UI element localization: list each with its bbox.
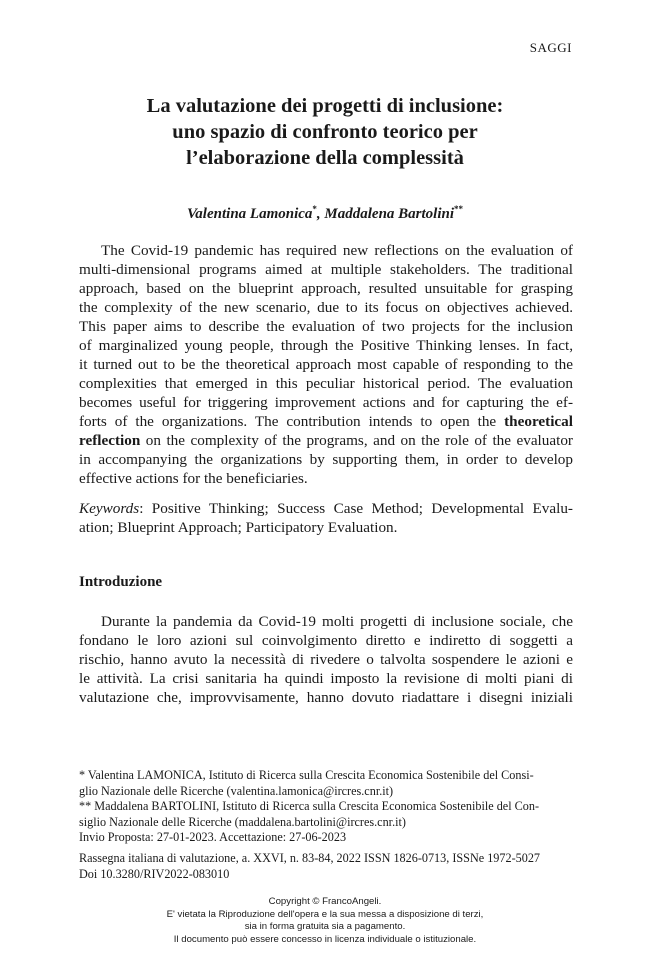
- title-line: uno spazio di confronto teorico per: [172, 121, 478, 143]
- copyright-notice: [0, 896, 650, 946]
- keywords-label: Keywords: [79, 500, 140, 517]
- footnote-line: siglio Nazionale delle Ricerche (maddalena.bartolini@ircres.cnr.it): [79, 814, 406, 829]
- footnotes: [79, 768, 579, 846]
- footnote-line: Invio Proposta: 27-01-2023. Accettazione: 27-06-2023: [79, 830, 347, 844]
- copyright-line: Il documento può essere concesso in licenza individuale o istituzionale.: [173, 933, 477, 945]
- abstract-line: This paper aims to describe the evaluation of two projects for the inclusion: [79, 318, 573, 335]
- title-line: l’elaborazione della complessità: [186, 147, 464, 169]
- journal-citation: Rassegna italiana di valutazione, a. XXVI, n. 83-84, 2022 ISSN 1826-0713, ISSNe 1972-5027: [79, 851, 541, 865]
- body-line: fondano le loro azioni sul coinvolgimento diretto e indiretto di soggetti a: [79, 632, 573, 649]
- keywords-line: [79, 499, 573, 518]
- copyright-line: E' vietata la Riproduzione dell'opera e la sua messa a disposizione di terzi,: [166, 908, 484, 920]
- doi: Doi 10.3280/RIV2022-083010: [79, 866, 230, 881]
- body-line: Durante la pandemia da Covid-19 molti progetti di inclusione sociale, che: [101, 613, 573, 630]
- abstract: [79, 241, 573, 488]
- footnote-mark: *: [312, 204, 317, 214]
- footnote-line: glio Nazionale delle Ricerche (valentina.lamonica@ircres.cnr.it): [79, 783, 394, 798]
- author-name: Valentina Lamonica: [186, 206, 313, 222]
- abstract-line: effective actions for the beneficiaries.: [79, 470, 308, 487]
- emphasis-text: reflection: [79, 432, 141, 449]
- abstract-line: [79, 431, 573, 450]
- keywords-line: ation; Blueprint Approach; Participatory Evaluation.: [79, 519, 398, 536]
- article-title: [0, 93, 650, 171]
- copyright-line: Copyright © FrancoAngeli.: [268, 896, 382, 907]
- body-line: valutazione che, improvvisamente, hanno dovuto riadattare i disegni iniziali: [79, 689, 573, 706]
- footnote-line: * Valentina LAMONICA, Istituto di Ricerca sulla Crescita Economica Sostenibile del Consi-: [79, 768, 534, 782]
- footnote-line: ** Maddalena BARTOLINI, Istituto di Ricerca sulla Crescita Economica Sostenibile del Con-: [79, 799, 540, 813]
- body-line: rischio, hanno avuto la necessità di rivedere o talvolta sospendere le azioni e: [79, 651, 573, 668]
- title-line: La valutazione dei progetti di inclusione:: [146, 95, 504, 117]
- section-label: SAGGI: [529, 40, 572, 55]
- journal-info: [79, 851, 579, 882]
- footnote-mark: **: [454, 204, 464, 214]
- abstract-line: in accompanying the organizations by supporting them, in order to develop: [79, 451, 573, 468]
- intro-paragraph: [79, 612, 573, 707]
- abstract-line: of marginalized young people, through the Positive Thinking lenses. In fact,: [79, 337, 573, 354]
- section-heading: Introduzione: [79, 574, 163, 590]
- abstract-line: it turned out to be the theoretical approach most capable of responding to the: [79, 356, 573, 373]
- abstract-line: approach, based on the blueprint approach, resulted unsuitable for grasping: [79, 280, 573, 297]
- abstract-text: forts of the organizations. The contribution intends to open the: [79, 413, 505, 430]
- author-separator: ,: [316, 206, 325, 222]
- author-line: [0, 204, 650, 223]
- abstract-text: on the complexity of the programs, and on the role of the evaluator: [140, 432, 573, 449]
- copyright-line: sia in forma gratuita sia a pagamento.: [244, 921, 406, 932]
- abstract-line: [79, 412, 573, 431]
- author-name: Maddalena Bartolini: [324, 206, 455, 222]
- emphasis-text: theoretical: [504, 413, 573, 430]
- keywords: [79, 499, 573, 537]
- abstract-line: becomes useful for triggering improvement actions and for capturing the ef-: [79, 394, 573, 411]
- body-line: le attività. La crisi sanitaria ha quindi imposto la revisione di molti piani di: [79, 670, 573, 687]
- abstract-line: the complexity of the new scenario, due to its focus on objectives achieved.: [79, 299, 573, 316]
- abstract-line: multi-dimensional programs aimed at multiple stakeholders. The traditional: [79, 261, 573, 278]
- abstract-line: The Covid-19 pandemic has required new reflections on the evaluation of: [101, 242, 573, 259]
- abstract-line: complexities that emerged in this peculiar historical period. The evaluation: [79, 375, 573, 392]
- keywords-text: : Positive Thinking; Success Case Method; Developmental Evalu-: [139, 500, 573, 517]
